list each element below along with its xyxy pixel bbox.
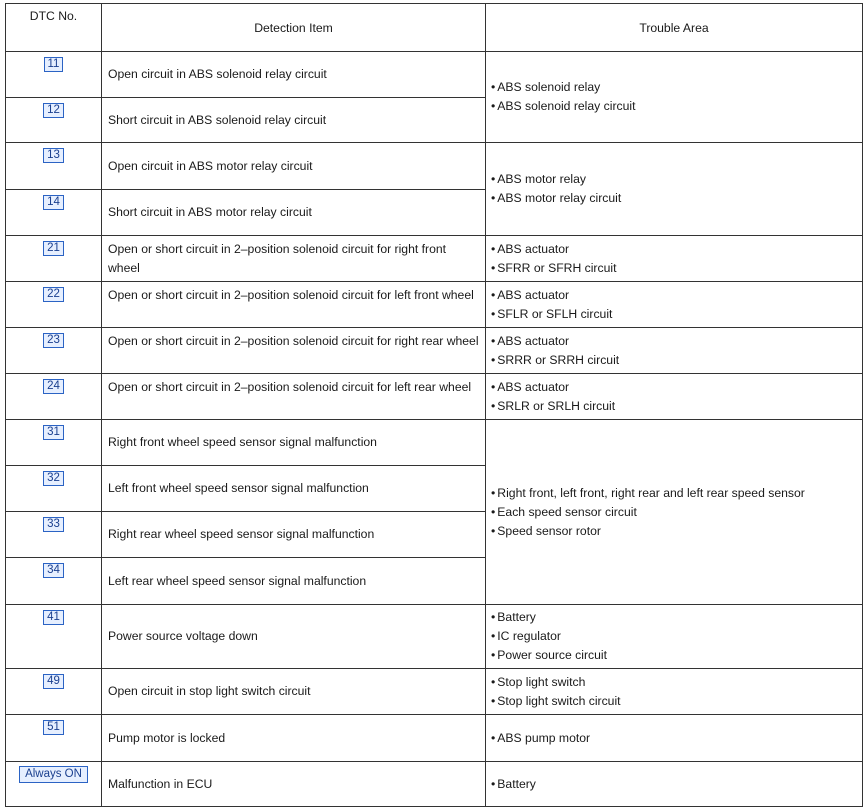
trouble-area-cell <box>486 282 863 328</box>
dtc-code-link[interactable]: 32 <box>43 471 64 486</box>
dtc-cell <box>6 374 102 420</box>
trouble-area-cell <box>486 762 863 807</box>
table-row <box>6 236 863 282</box>
trouble-area-item: • ABS solenoid relay <box>491 78 857 97</box>
dtc-cell <box>6 236 102 282</box>
dtc-code-link[interactable]: 13 <box>43 148 64 163</box>
trouble-area-item: • Stop light switch <box>491 673 857 692</box>
trouble-area-item: • ABS motor relay circuit <box>491 189 857 208</box>
trouble-area-item: • SRRR or SRRH circuit <box>491 351 857 370</box>
dtc-cell <box>6 558 102 605</box>
dtc-cell <box>6 420 102 466</box>
trouble-area-item: • Battery <box>491 608 857 627</box>
detection-cell: Open or short circuit in 2–position solenoid circuit for right front wheel <box>102 236 486 282</box>
dtc-code-link[interactable]: 11 <box>44 57 64 72</box>
detection-cell: Short circuit in ABS motor relay circuit <box>102 190 486 236</box>
dtc-code-link[interactable]: 33 <box>43 517 64 532</box>
table-row <box>6 605 863 669</box>
dtc-cell <box>6 52 102 98</box>
trouble-area-item: • Right front, left front, right rear and left rear speed sensor <box>491 484 857 503</box>
detection-cell: Open circuit in ABS solenoid relay circuit <box>102 52 486 98</box>
trouble-area-cell <box>486 420 863 605</box>
dtc-code-link[interactable]: 24 <box>43 379 64 394</box>
trouble-area-cell <box>486 236 863 282</box>
dtc-cell <box>6 669 102 715</box>
trouble-area-item: • SRLR or SRLH circuit <box>491 397 857 416</box>
table-row <box>6 328 863 374</box>
trouble-area-item: • ABS actuator <box>491 240 857 259</box>
table-row <box>6 715 863 762</box>
dtc-cell <box>6 466 102 512</box>
detection-cell: Open circuit in stop light switch circuit <box>102 669 486 715</box>
dtc-code-link[interactable]: 49 <box>43 674 64 689</box>
dtc-cell <box>6 512 102 558</box>
trouble-area-item: • SFRR or SFRH circuit <box>491 259 857 278</box>
trouble-area-cell <box>486 605 863 669</box>
detection-cell: Pump motor is locked <box>102 715 486 762</box>
trouble-area-cell <box>486 715 863 762</box>
table-row <box>6 420 863 466</box>
detection-cell: Right rear wheel speed sensor signal malfunction <box>102 512 486 558</box>
table-row <box>6 374 863 420</box>
detection-cell: Malfunction in ECU <box>102 762 486 807</box>
trouble-area-item: • ABS actuator <box>491 286 857 305</box>
table-row <box>6 143 863 190</box>
detection-cell: Left front wheel speed sensor signal malfunction <box>102 466 486 512</box>
header-detection-item: Detection Item <box>102 4 486 52</box>
detection-cell: Open or short circuit in 2–position solenoid circuit for left rear wheel <box>102 374 486 420</box>
trouble-area-item: • Stop light switch circuit <box>491 692 857 711</box>
header-row <box>6 4 863 52</box>
trouble-area-cell <box>486 52 863 143</box>
detection-cell: Power source voltage down <box>102 605 486 669</box>
trouble-area-item: • Battery <box>491 775 857 794</box>
header-dtc-no: DTC No. <box>6 4 102 52</box>
trouble-area-item: • ABS solenoid relay circuit <box>491 97 857 116</box>
trouble-area-item: • Each speed sensor circuit <box>491 503 857 522</box>
detection-cell: Open or short circuit in 2–position solenoid circuit for right rear wheel <box>102 328 486 374</box>
trouble-area-item: • ABS actuator <box>491 378 857 397</box>
detection-cell: Left rear wheel speed sensor signal malfunction <box>102 558 486 605</box>
dtc-code-link[interactable]: 22 <box>43 287 64 302</box>
dtc-cell <box>6 715 102 762</box>
detection-cell: Right front wheel speed sensor signal malfunction <box>102 420 486 466</box>
dtc-cell <box>6 762 102 807</box>
dtc-cell <box>6 328 102 374</box>
trouble-area-item: • Speed sensor rotor <box>491 522 857 541</box>
trouble-area-cell <box>486 374 863 420</box>
trouble-area-item: • ABS motor relay <box>491 170 857 189</box>
dtc-code-link[interactable]: 23 <box>43 333 64 348</box>
dtc-cell <box>6 98 102 143</box>
dtc-code-link[interactable]: 21 <box>43 241 64 256</box>
trouble-area-item: • ABS pump motor <box>491 729 857 748</box>
trouble-area-cell <box>486 143 863 236</box>
dtc-code-link[interactable]: 41 <box>43 610 64 625</box>
dtc-code-link[interactable]: 51 <box>43 720 64 735</box>
table-row <box>6 762 863 807</box>
table-row <box>6 669 863 715</box>
dtc-code-link[interactable]: 34 <box>43 563 64 578</box>
header-trouble-area: Trouble Area <box>486 4 863 52</box>
trouble-area-item: • ABS actuator <box>491 332 857 351</box>
table-row <box>6 282 863 328</box>
table-row <box>6 52 863 98</box>
dtc-cell <box>6 190 102 236</box>
dtc-code-link[interactable]: 14 <box>43 195 64 210</box>
dtc-code-link[interactable]: 12 <box>43 103 64 118</box>
dtc-cell <box>6 282 102 328</box>
dtc-table <box>5 3 863 807</box>
trouble-area-item: • SFLR or SFLH circuit <box>491 305 857 324</box>
detection-cell: Open circuit in ABS motor relay circuit <box>102 143 486 190</box>
detection-cell: Open or short circuit in 2–position solenoid circuit for left front wheel <box>102 282 486 328</box>
trouble-area-cell <box>486 669 863 715</box>
dtc-code-link[interactable]: Always ON <box>19 766 88 783</box>
trouble-area-cell <box>486 328 863 374</box>
dtc-cell <box>6 143 102 190</box>
trouble-area-item: • IC regulator <box>491 627 857 646</box>
dtc-cell <box>6 605 102 669</box>
detection-cell: Short circuit in ABS solenoid relay circuit <box>102 98 486 143</box>
dtc-code-link[interactable]: 31 <box>43 425 64 440</box>
trouble-area-item: • Power source circuit <box>491 646 857 665</box>
